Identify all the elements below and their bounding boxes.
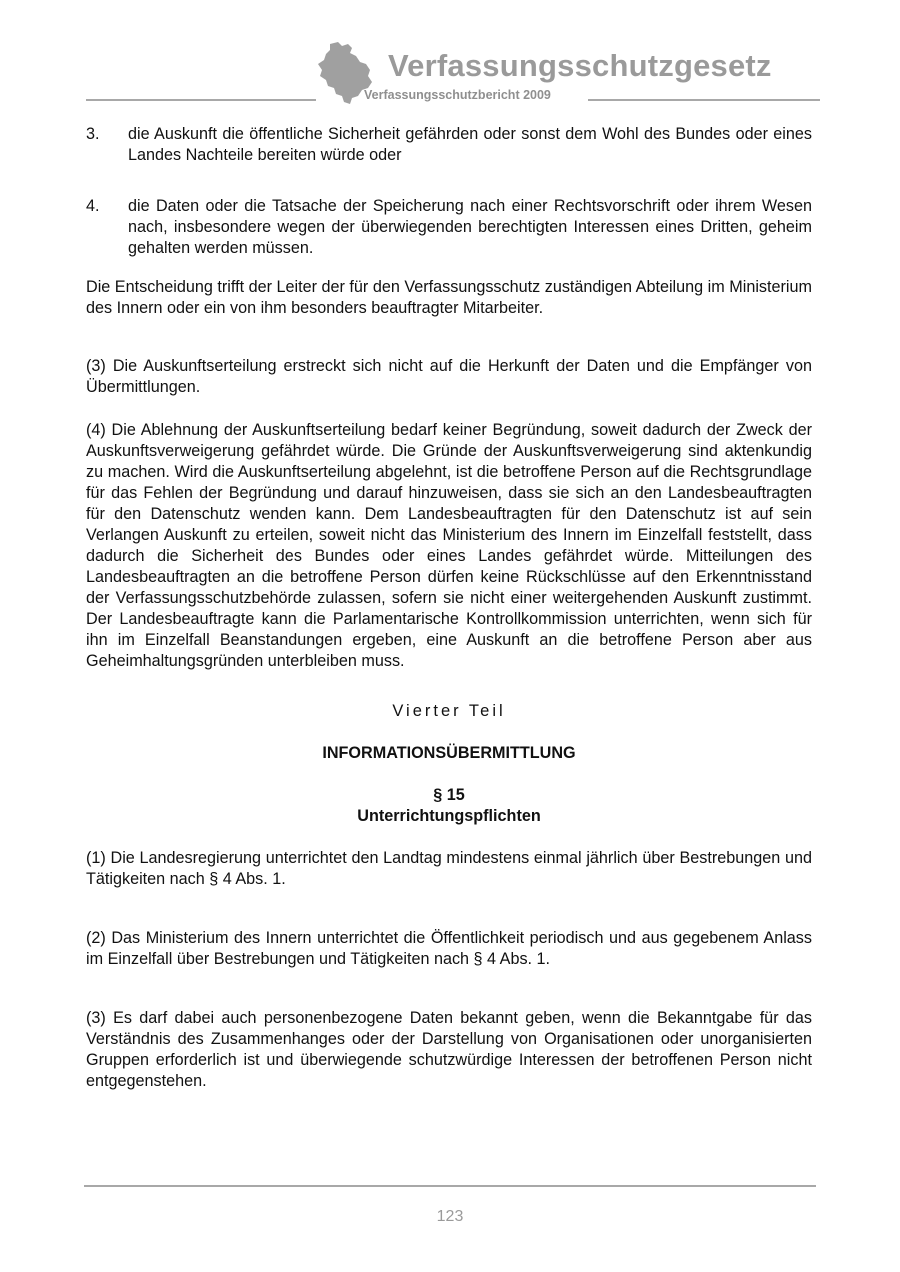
part-heading: Vierter Teil — [392, 702, 506, 720]
list-item — [86, 124, 812, 166]
page-header — [0, 0, 900, 110]
s15-paragraph-3: (3) Es darf dabei auch personenbezogene Daten bekannt geben, wenn die Bekanntgabe für das Verständnis des Zusammenhanges oder der Darstellung von Organisationen oder unorganisierten Gruppen erforderlich ist und überwiegende schutzwürdige Interessen der betroffenen Person nicht entgegenstehen. — [86, 1009, 812, 1090]
header-subtitle: Verfassungsschutzbericht 2009 — [364, 88, 551, 102]
s15-paragraph-1: (1) Die Landesregierung unterrichtet den Landtag mindestens einmal jährlich über Bestrebungen und Tätigkeiten nach § 4 Abs. 1. — [86, 849, 812, 888]
page-number: 123 — [436, 1208, 464, 1225]
list-item-number: 3. — [86, 125, 100, 143]
list-item — [86, 196, 812, 259]
list-item-text: die Auskunft die öffentliche Sicherheit gefährden oder sonst dem Wohl des Bundes oder eines Landes Nachteile bereiten würde oder — [128, 125, 812, 164]
decision-paragraph: Die Entscheidung trifft der Leiter der für den Verfassungsschutz zuständigen Abteilung im Ministerium des Innern oder ein von ihm besonders beauftragter Mitarbeiter. — [86, 278, 812, 317]
list-item-number: 4. — [86, 197, 100, 215]
document-body — [86, 124, 812, 1092]
header-rule-left — [86, 99, 316, 101]
paragraph-title: Unterrichtungspflichten — [357, 807, 541, 825]
footer-rule — [84, 1185, 816, 1187]
paragraph-3: (3) Die Auskunftserteilung erstreckt sich nicht auf die Herkunft der Daten und die Empfänger von Übermittlungen. — [86, 357, 812, 396]
paragraph-symbol: § 15 — [433, 786, 465, 804]
list-item-text: die Daten oder die Tatsache der Speicherung nach einer Rechtsvorschrift oder ihrem Wesen nach, insbesondere wegen der überwiegenden berechtigten Interessen eines Dritten, geheim gehalten werden müssen. — [128, 197, 812, 257]
paragraph-4: (4) Die Ablehnung der Auskunftserteilung bedarf keiner Begründung, soweit dadurch der Zweck der Auskunftsverweigerung gefährdet würde. Die Gründe der Auskunftsverweigerung sind aktenkundig zu machen. Wird die Auskunftserteilung abgelehnt, ist die betroffene Person auf die Rechtsgrundlage für das Fehlen der Begründung und darauf hinzuweisen, dass sie sich an den Landesbeauftragten für den Datenschutz wenden kann. Dem Landesbeauftragten für den Datenschutz ist auf sein Verlangen Auskunft zu erteilen, soweit nicht das Ministerium des Innern im Einzelfall feststellt, dass dadurch die Sicherheit des Bundes oder eines Landes gefährdet würde. Mitteilungen des Landesbeauftragten an die betroffene Person dürfen keine Rückschlüsse auf den Erkenntnisstand der Verfassungsschutzbehörde zulassen, sofern sie nicht einer weitergehenden Auskunft zustimmt. Der Landesbeauftragte kann die Parlamentarische Kontrollkommission unterrichten, wenn sich für ihn im Einzelfall Beanstandungen ergeben, eine Auskunft an die betroffene Person aber aus Geheimhaltungsgründen unterbleiben muss. — [86, 421, 812, 670]
header-rule-right — [588, 99, 820, 101]
s15-paragraph-2: (2) Das Ministerium des Innern unterrichtet die Öffentlichkeit periodisch und aus gegebenem Anlass im Einzelfall über Bestrebungen und Tätigkeiten nach § 4 Abs. 1. — [86, 929, 812, 968]
section-heading: INFORMATIONSÜBERMITTLUNG — [322, 744, 576, 762]
header-title: Verfassungsschutzgesetz — [388, 48, 772, 83]
